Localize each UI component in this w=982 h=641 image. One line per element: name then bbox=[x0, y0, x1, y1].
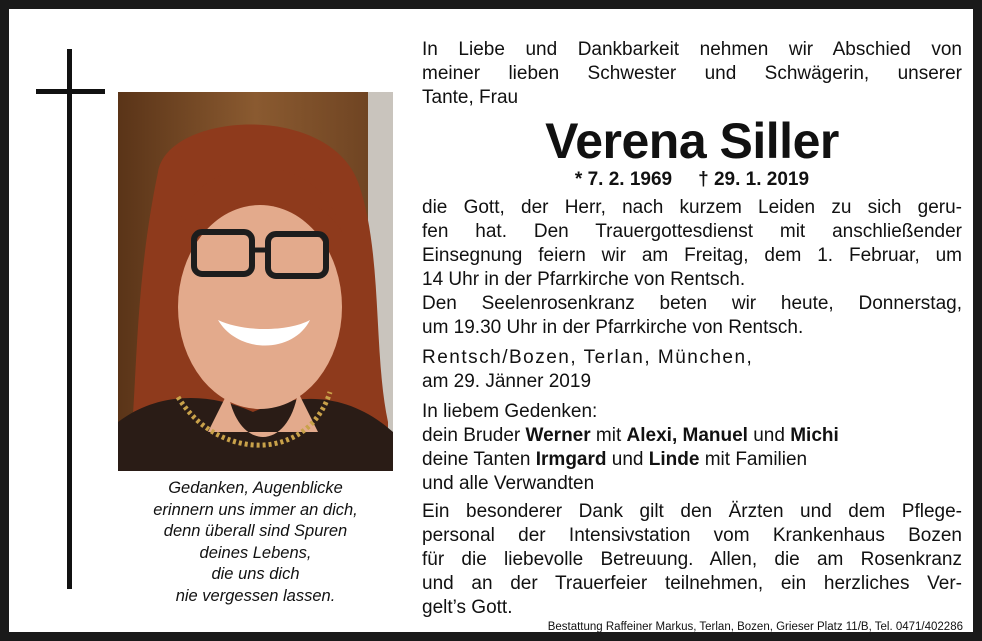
cross-icon-horizontal bbox=[36, 89, 105, 94]
mourners bbox=[422, 400, 962, 496]
poem-line: die uns dich bbox=[211, 565, 300, 583]
death-date: † 29. 1. 2019 bbox=[698, 169, 810, 190]
poem-line: nie vergessen lassen. bbox=[175, 586, 336, 605]
life-dates bbox=[422, 168, 962, 192]
poem-line: denn überall sind Spuren bbox=[163, 522, 348, 540]
service-details bbox=[422, 196, 962, 340]
mourner-name: Linde bbox=[648, 449, 700, 470]
thanks-line: personal der Intensivstation vom Krankenhaus Bozen bbox=[422, 525, 962, 546]
intro bbox=[422, 38, 962, 110]
mourner-name: Alexi, Manuel bbox=[626, 425, 748, 446]
body-line: Einsegnung feiern wir am Freitag, dem 1. Februar, um bbox=[422, 245, 962, 266]
mourner-name: Irmgard bbox=[535, 449, 607, 470]
body-line: 14 Uhr in der Pfarrkirche von Rentsch. bbox=[422, 269, 746, 290]
body-line: fen hat. Den Trauergottesdienst mit anschließender bbox=[422, 221, 962, 242]
mourners-line-1 bbox=[422, 424, 962, 448]
thanks-line: gelt’s Gott. bbox=[422, 597, 513, 618]
mourner-text: dein Bruder bbox=[422, 425, 526, 446]
thanks bbox=[422, 500, 962, 620]
portrait-photo bbox=[118, 92, 393, 471]
mourner-text: und bbox=[606, 449, 649, 470]
thanks-line: und an der Trauerfeier teilnehmen, ein herzliches Ver- bbox=[422, 573, 962, 594]
body-line: die Gott, der Herr, nach kurzem Leiden zu sich geru- bbox=[422, 197, 962, 218]
body-line: Den Seelenrosenkranz beten wir heute, Donnerstag, bbox=[422, 293, 962, 314]
mourner-text: mit Familien bbox=[699, 449, 808, 470]
mourner-text: mit bbox=[590, 425, 627, 446]
mourner-name: Werner bbox=[525, 425, 591, 446]
poem-line: deines Lebens, bbox=[199, 543, 312, 562]
funeral-home-footer: Bestattung Raffeiner Markus, Terlan, Bozen, Grieser Platz 11/B, Tel. 0471/402286 bbox=[547, 621, 963, 633]
memory-heading: In liebem Gedenken: bbox=[422, 401, 598, 422]
poem-line: Gedanken, Augenblicke bbox=[168, 479, 343, 497]
poem bbox=[118, 478, 393, 607]
mourners-line-2 bbox=[422, 448, 962, 472]
portrait-image bbox=[118, 92, 393, 471]
mourner-text: deine Tanten bbox=[422, 449, 536, 470]
intro-line: meiner lieben Schwester und Schwägerin, unserer bbox=[422, 63, 962, 84]
birth-date: * 7. 2. 1969 bbox=[574, 169, 673, 190]
thanks-line: Ein besonderer Dank gilt den Ärzten und dem Pflege- bbox=[422, 501, 962, 522]
cross-icon-vertical bbox=[67, 49, 72, 589]
mourner-text: und bbox=[747, 425, 791, 446]
place-line: am 29. Jänner 2019 bbox=[422, 371, 592, 392]
intro-line: Tante, Frau bbox=[422, 87, 519, 108]
intro-line: In Liebe und Dankbarkeit nehmen wir Abschied von bbox=[422, 39, 962, 60]
body-line: um 19.30 Uhr in der Pfarrkirche von Rentsch. bbox=[422, 317, 804, 338]
mourners-line-3: und alle Verwandten bbox=[422, 473, 595, 494]
place-line: Rentsch/Bozen, Terlan, München, bbox=[422, 347, 754, 368]
notice-text bbox=[422, 38, 962, 620]
deceased-name: Verena Siller bbox=[545, 113, 839, 169]
mourner-name: Michi bbox=[790, 425, 839, 446]
place-and-date bbox=[422, 346, 962, 394]
thanks-line: für die liebevolle Betreuung. Allen, die am Rosenkranz bbox=[422, 549, 962, 570]
poem-line: erinnern uns immer an dich, bbox=[153, 500, 358, 519]
